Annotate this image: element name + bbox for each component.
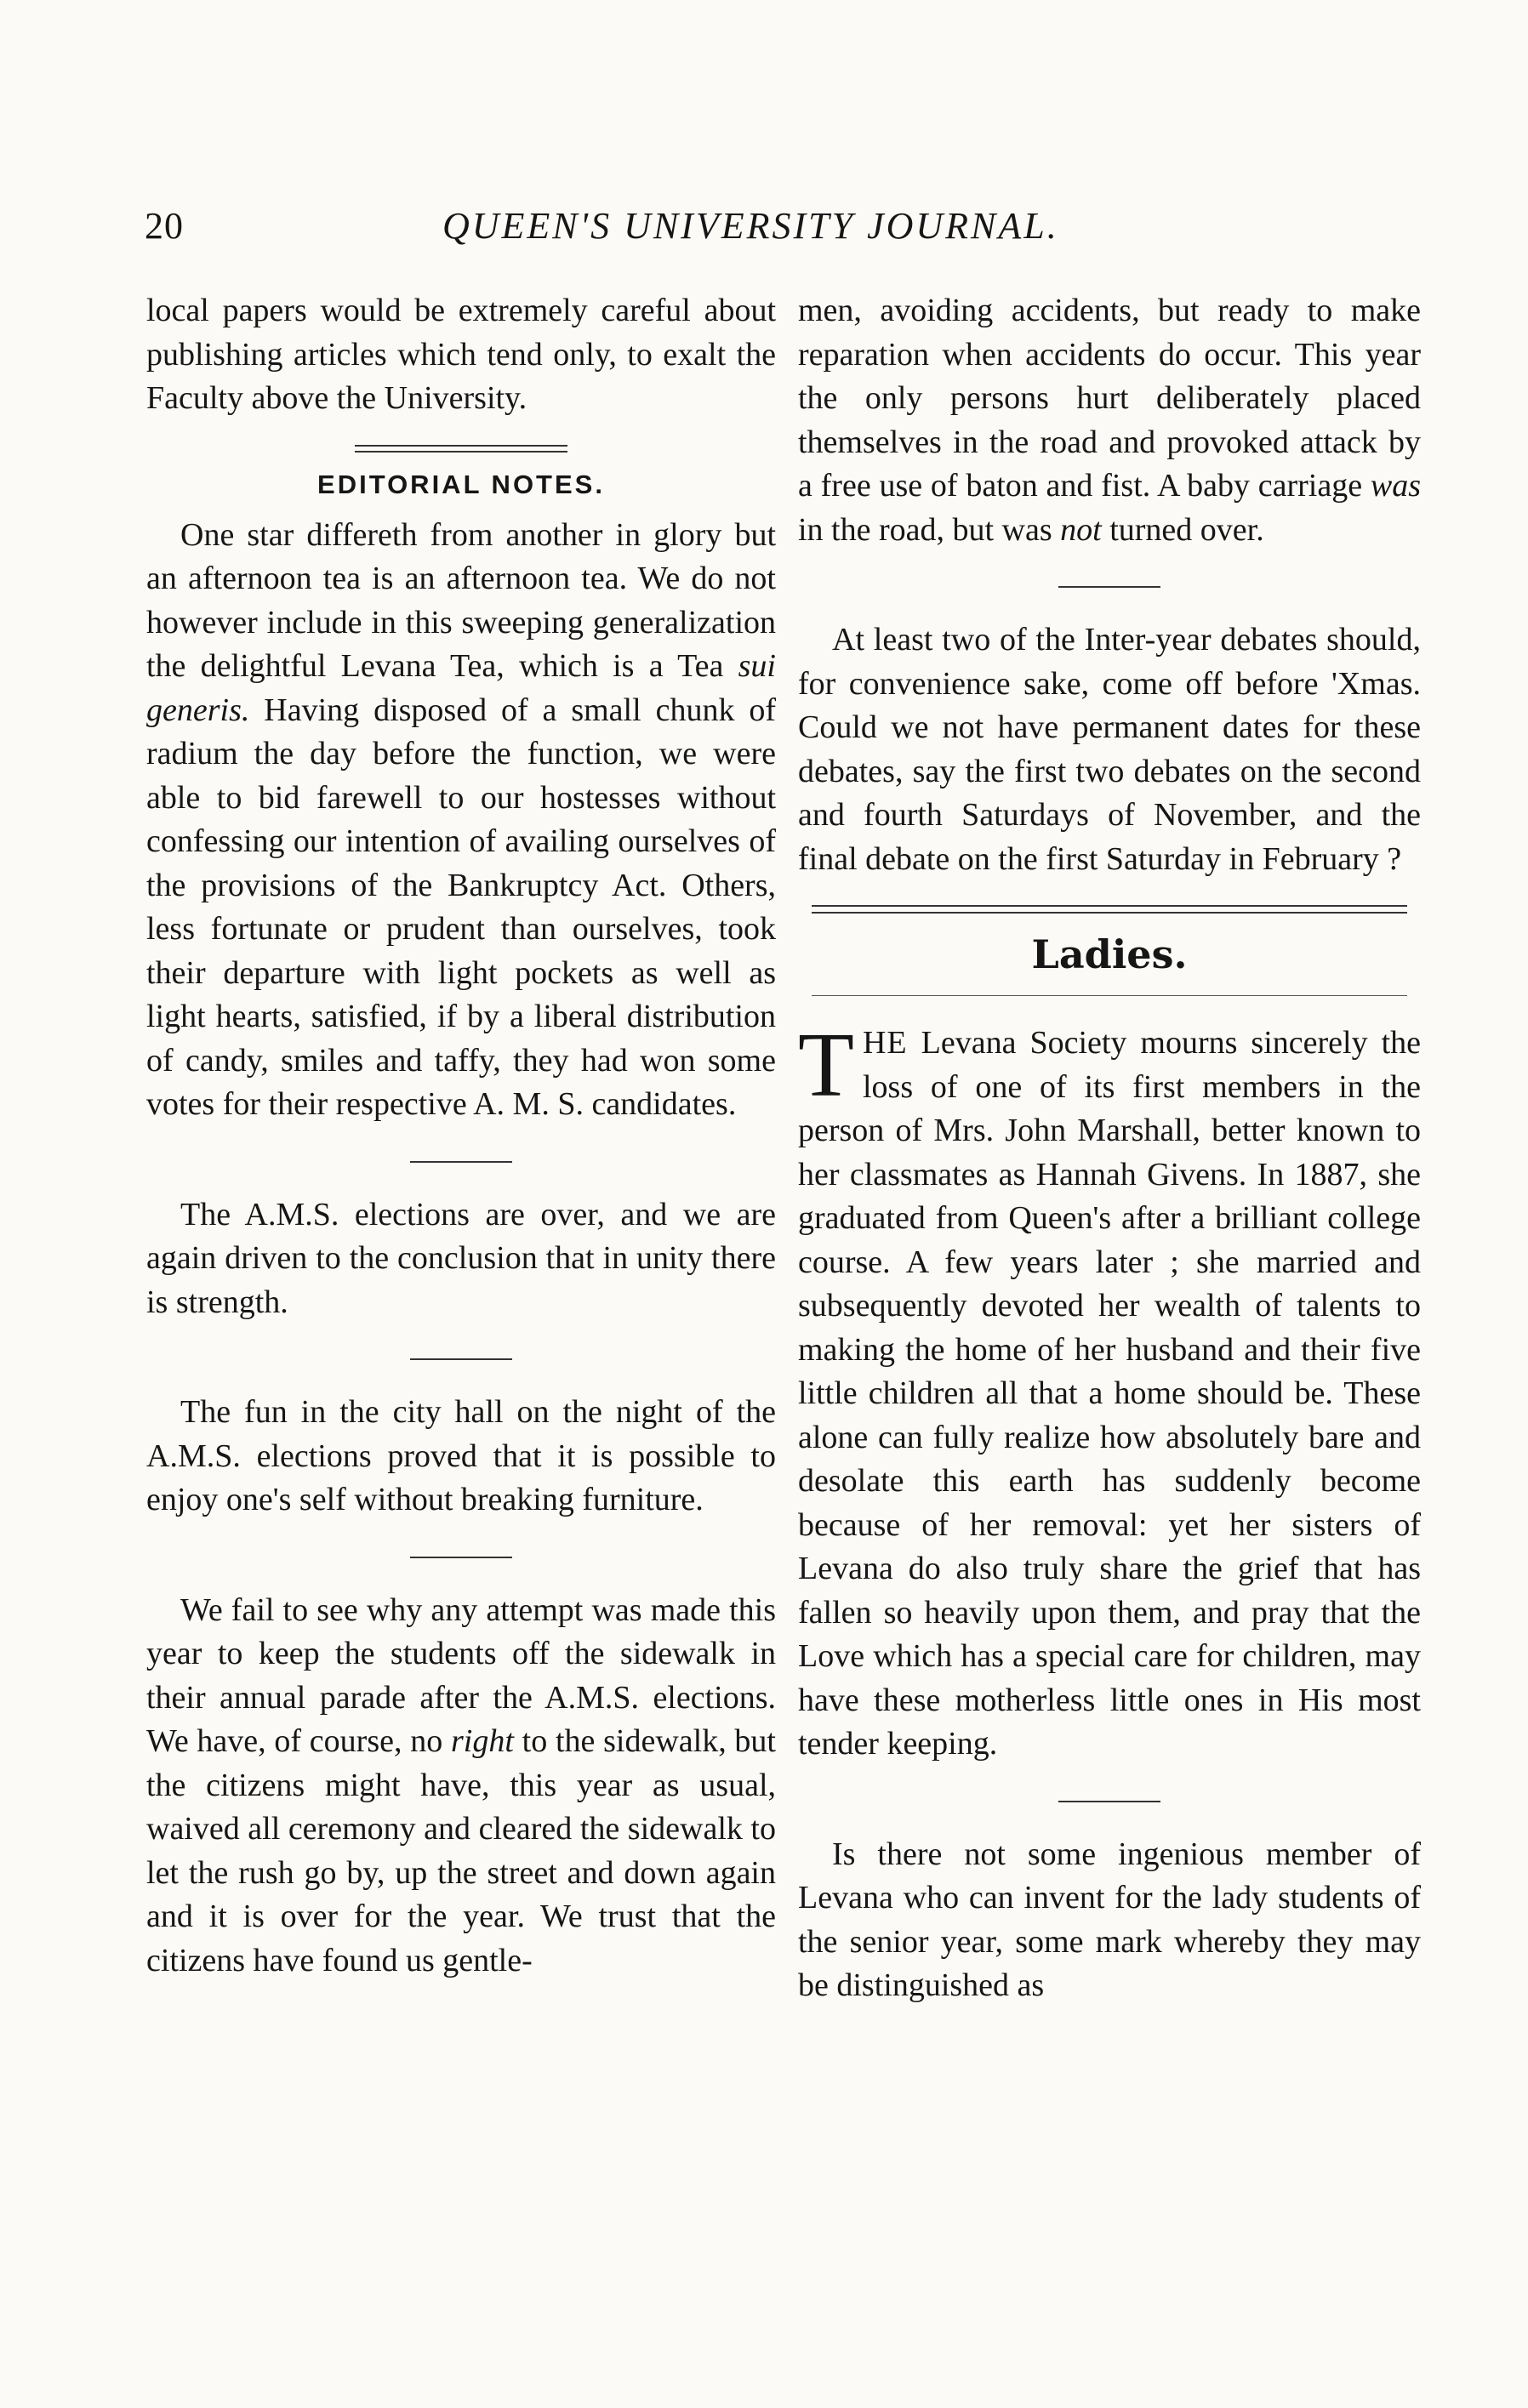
left-column [146,289,776,1983]
right-column [798,289,1421,2008]
paragraph-city-hall: The fun in the city hall on the night of the A.M.S. elections proved that it is possible to enjoy one's self without breaking furniture. [146,1394,776,1517]
journal-title: QUEEN'S UNIVERSITY JOURNAL. [442,205,1059,247]
sidewalk-text-2: to the sidewalk, but the citizens might have, this year as usual, waived all ceremony and cleared the sidewalk to let the rush go by, up the street and down again and it is over for the year. We trust that the citizens have found us gentle- [146,1723,776,1978]
sidewalk-text-1: We fail to see why any attempt was made this year to keep the students off the sidewalk in their annual parade after the A.M.S. elections. We have, of course, no [146,1591,776,1759]
levana-text: Levana Society mourns sincerely the loss of one of its first members in the person of Mrs. John Marshall, better known to her classmates as Hannah Givens. In 1887, she graduated from Queen's after a brilliant college course. A few years later ; she married and subsequently devoted her wealth of talents to making the home of her husband and their five little children all that a home should be. These alone can fully realize how absolutely bare and desolate this earth has suddenly become because of her removal: yet her sisters of Levana do also truly share the grief that has fallen so heavily upon them, and pray that the Love which has a special care for children, may have these motherless little ones in His most tender keeping. [798,1025,1422,1762]
page-number: 20 [145,205,184,247]
paragraph-levana-society [798,1015,1422,1767]
divider [1058,1801,1160,1802]
continued-paragraph-right [798,289,1421,552]
continued-text-2: in the road, but was [798,511,1052,548]
italic-not: not [1060,511,1102,548]
paragraph-sidewalk [146,1589,776,1984]
divider [410,1358,512,1360]
section-divider [355,445,567,453]
continued-text-1: men, avoiding accidents, but ready to make reparation when accidents do occur. This year the only persons hurt deliberately placed themselves in the road and provoked attack by a free use of baton and fist. A baby carriage [798,293,1421,504]
italic-was: was [1370,468,1422,504]
section-heading: EDITORIAL NOTES. [317,469,605,499]
heading-underline [812,995,1407,996]
continued-paragraph: local papers would be extremely careful about publishing articles which tend only, to exalt the Faculty above the University. [146,293,776,416]
tea-italic-phrase: sui generis. [146,648,776,728]
paragraph-ingenious-member: Is there not some ingenious member of Levana who can invent for the lady students of the senior year, some mark whereby they may be distinguished as [798,1836,1421,2003]
continued-text-3: turned over. [1109,511,1264,548]
divider [410,1557,512,1558]
lead-word: HE [862,1025,908,1061]
drop-cap: T [798,1015,854,1116]
page-header [145,204,1421,255]
divider [1058,586,1160,588]
tea-text-2: Having disposed of a small chunk of radium the day before the function, we were able to bid farewell to our hostesses without confessing our intention of availing ourselves of the provisions of the Bankruptcy Act. Others, less fortunate or prudent than ourselves, took their departure with light pockets as well as light hearts, satisfied, if by a liberal distribution of candy, smiles and taffy, they had won some votes for their respective A. M. S. candidates. [146,692,777,1122]
paragraph-debates: At least two of the Inter-year debates should, for convenience sake, come off before 'Xmas. Could we not have permanent dates for these debates, say the first two debates on the second and fourth Saturdays of November, and the final debate on the first Saturday in February ? [798,622,1421,877]
divider [410,1161,512,1163]
paragraph-afternoon-tea [146,514,776,1127]
ladies-heading: Ladies. [1031,931,1188,977]
section-divider [812,905,1407,914]
paragraph-elections: The A.M.S. elections are over, and we are again driven to the conclusion that in unity there is strength. [146,1196,776,1320]
tea-text-1: One star differeth from another in glory but an afternoon tea is an afternoon tea. We do not however include in this sweeping generalization the delightful Levana Tea, which is a Tea [146,516,776,684]
sidewalk-italic-word: right [450,1723,514,1759]
